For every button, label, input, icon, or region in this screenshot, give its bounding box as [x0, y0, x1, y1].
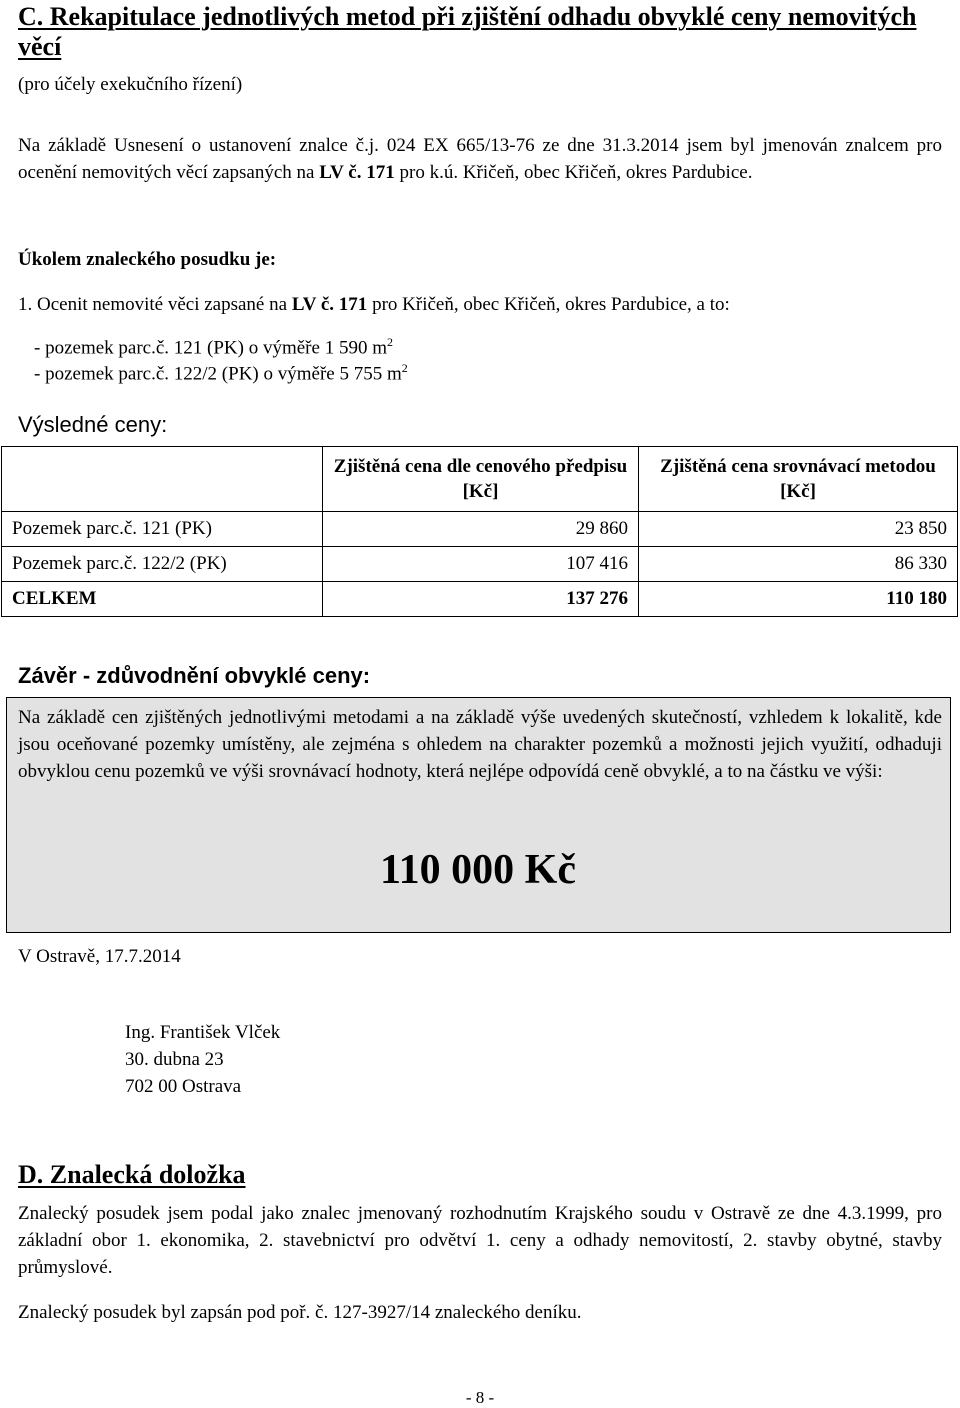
- intro-paragraph: [18, 133, 942, 186]
- task-text-rest: pro Křičeň, obec Křičeň, okres Pardubice, a to:: [367, 294, 730, 315]
- intro-lv: LV č. 171: [319, 161, 395, 183]
- row-label: Pozemek parc.č. 121 (PK): [2, 512, 323, 547]
- table-row: [2, 512, 958, 547]
- section-c-subtitle: (pro účely exekučního řízení): [18, 74, 243, 95]
- signer-city: 702 00 Ostrava: [125, 1076, 242, 1097]
- results-heading: Výsledné ceny:: [18, 412, 168, 437]
- total-label: CELKEM: [2, 582, 323, 617]
- row-value-regulation: 29 860: [323, 512, 639, 547]
- expert-clause-text: Znalecký posudek jsem podal jako znalec jmenovaný rozhodnutím Krajského soudu v Ostravě ze dne 4.3.1999, pro základní obor 1. ekonomika, 2. stavebnictví pro odvětví 1. ceny a odhady nemovitostí, 2. stavby obytné, stavby průmyslové.: [18, 1203, 942, 1278]
- row-value-comparative: 86 330: [639, 547, 958, 582]
- task-text: 1. Ocenit nemovité věci zapsané na: [18, 294, 292, 315]
- parcel-unit-sup: 2: [386, 335, 393, 349]
- intro-text: Na základě Usnesení o ustanovení znalce č.j. 024 EX 665/13-76 ze dne 31.3.2014 jsem byl jmenován znalcem pro ocenění nemovitých věcí zapsaných na: [18, 135, 942, 183]
- conclusion-text: Na základě cen zjištěných jednotlivými metodami a na základě výše uvedených skutečností, vzhledem k lokalitě, kde jsou oceňované pozemky umístěny, ale zejména s ohledem na charakter pozemků a možnosti jejich využití, odhaduji obvyklou cenu pozemků ve výši srovnávací hodnoty, která nejlépe odpovídá ceně obvyklé, a to na částku ve výši:: [18, 707, 942, 782]
- task-lv: LV č. 171: [291, 294, 368, 315]
- parcel-unit-sup: 2: [401, 361, 408, 375]
- table-header-row: [2, 447, 958, 512]
- parcel-text: - pozemek parc.č. 122/2 (PK) o výměře 5 755 m: [34, 363, 402, 385]
- intro-text-rest: pro k.ú. Křičeň, obec Křičeň, okres Pardubice.: [394, 161, 753, 183]
- total-value-comparative: 110 180: [639, 582, 958, 617]
- parcel-item: [34, 361, 408, 385]
- final-amount: 110 000 Kč: [380, 847, 576, 893]
- section-c-title: C. Rekapitulace jednotlivých metod při zjištění odhadu obvyklé ceny nemovitých věcí: [18, 2, 917, 61]
- row-label: Pozemek parc.č. 122/2 (PK): [2, 547, 323, 582]
- row-value-comparative: 23 850: [639, 512, 958, 547]
- expert-record-text: Znalecký posudek byl zapsán pod poř. č. 127-3927/14 znaleckého deníku.: [18, 1302, 582, 1323]
- task-heading: Úkolem znaleckého posudku je:: [18, 249, 277, 270]
- header-empty-cell: [2, 447, 323, 512]
- header-price-comparative: Zjištěná cena srovnávací metodou [Kč]: [639, 447, 958, 512]
- table-row: [2, 547, 958, 582]
- signer-street: 30. dubna 23: [125, 1049, 224, 1070]
- row-value-regulation: 107 416: [323, 547, 639, 582]
- task-line: [18, 294, 730, 316]
- results-table: [1, 446, 958, 617]
- parcel-item: [34, 335, 393, 359]
- place-date: V Ostravě, 17.7.2014: [18, 946, 181, 967]
- page-number: - 8 -: [465, 1388, 495, 1407]
- parcel-text: - pozemek parc.č. 121 (PK) o výměře 1 590 m: [34, 337, 387, 359]
- table-total-row: [2, 582, 958, 617]
- total-value-regulation: 137 276: [323, 582, 639, 617]
- conclusion-heading: Závěr - zdůvodnění obvyklé ceny:: [18, 663, 371, 688]
- signer-name: Ing. František Vlček: [125, 1022, 281, 1043]
- section-d-title: D. Znalecká doložka: [18, 1160, 246, 1189]
- header-price-regulation: Zjištěná cena dle cenového předpisu [Kč]: [323, 447, 639, 512]
